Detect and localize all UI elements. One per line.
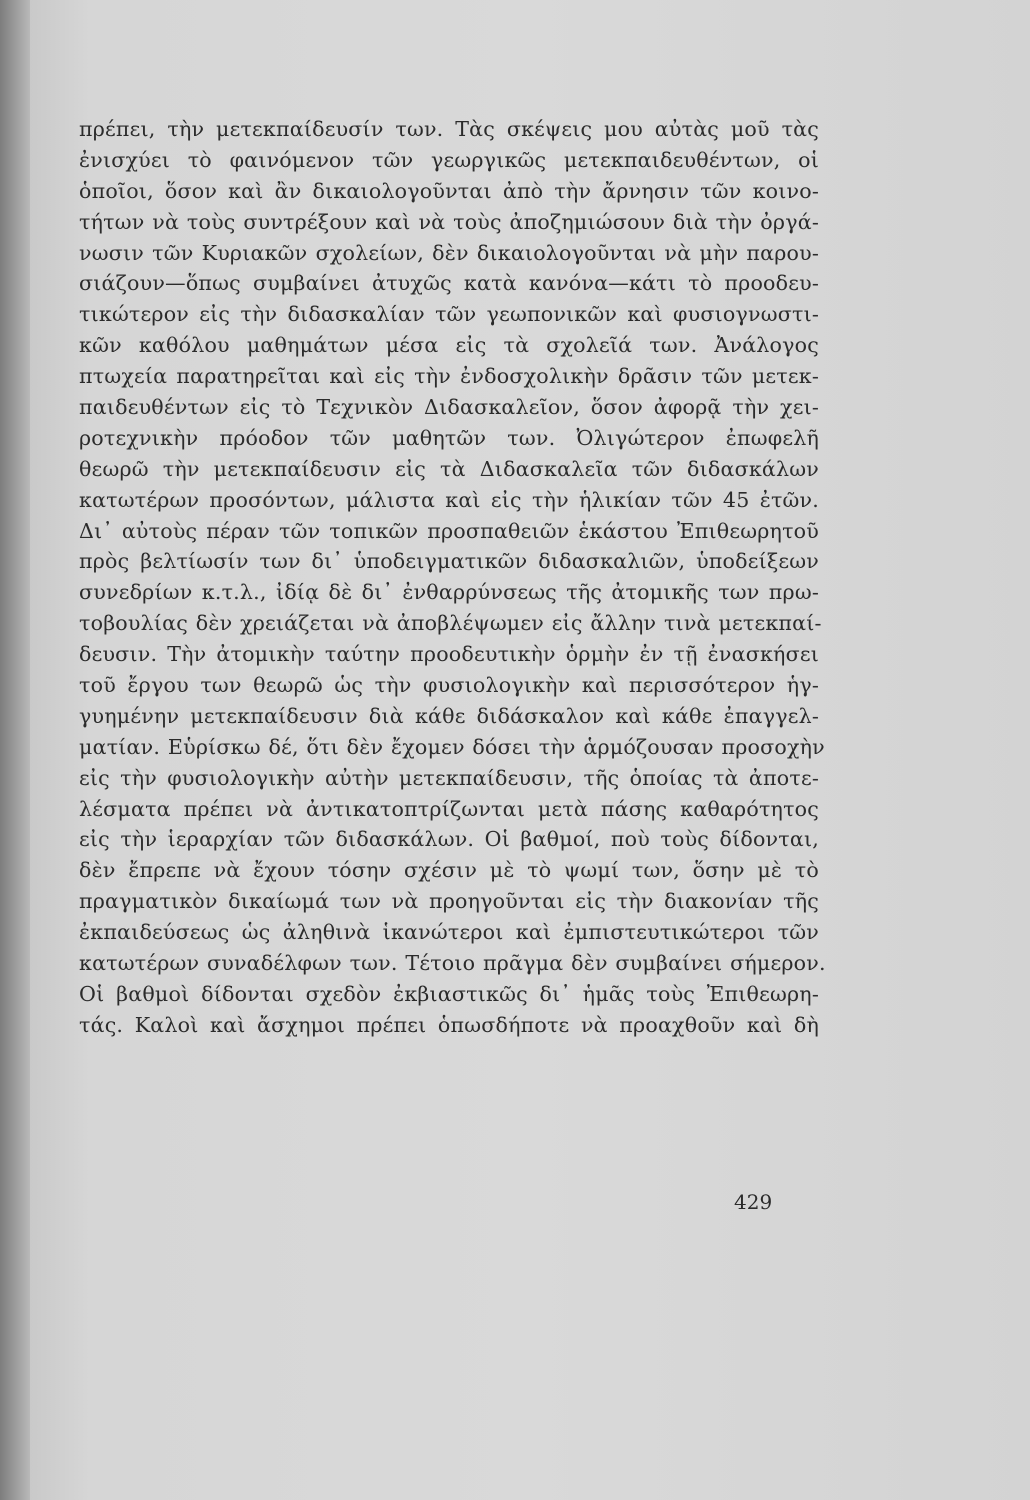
text-line: λέσματα πρέπει νὰ ἀντικατοπτρίζωνται μετὰ πάσης καθαρότητος	[79, 796, 819, 821]
text-line: ἐνισχύει τὸ φαινόμενον τῶν γεωργικῶς μετεκπαιδευθέντων, οἱ	[79, 147, 819, 172]
text-line: κῶν καθόλου μαθημάτων μέσα εἰς τὰ σχολεῖά των. Ἀνάλογος	[79, 333, 819, 358]
text-line: πτωχεία παρατηρεῖται καὶ εἰς τὴν ἐνδοσχολικὴν δρᾶσιν τῶν μετεκ-	[79, 364, 819, 389]
text-line: Οἱ βαθμοὶ δίδονται σχεδὸν ἐκβιαστικῶς δι᾿ ἡμᾶς τοὺς Ἐπιθεωρη-	[79, 981, 819, 1006]
text-line: πραγματικὸν δικαίωμά των νὰ προηγοῦνται εἰς τὴν διακονίαν τῆς	[79, 889, 819, 914]
text-line: κατωτέρων προσόντων, μάλιστα καὶ εἰς τὴν ἡλικίαν τῶν 45 ἐτῶν.	[79, 487, 819, 512]
text-line: ροτεχνικὴν πρόοδον τῶν μαθητῶν των. Ὀλιγώτερον ἐπωφελῆ	[79, 425, 819, 450]
text-line: σιάζουν—ὅπως συμβαίνει ἀτυχῶς κατὰ κανόνα—κάτι τὸ προοδευ-	[79, 271, 819, 296]
text-line: νωσιν τῶν Κυριακῶν σχολείων, δὲν δικαιολογοῦνται νὰ μὴν παρου-	[79, 240, 819, 265]
text-line: τοβουλίας δὲν χρειάζεται νὰ ἀποβλέψωμεν εἰς ἄλλην τινὰ μετεκπαί-	[79, 611, 822, 636]
text-line: δὲν ἔπρεπε νὰ ἔχουν τόσην σχέσιν μὲ τὸ ψωμί των, ὅσην μὲ τὸ	[79, 858, 819, 883]
text-line: τήτων νὰ τοὺς συντρέξουν καὶ νὰ τοὺς ἀποζημιώσουν διὰ τὴν ὀργά-	[79, 209, 819, 234]
text-line: εἰς τὴν φυσιολογικὴν αὐτὴν μετεκπαίδευσιν, τῆς ὁποίας τὰ ἀποτε-	[79, 765, 819, 790]
text-line: τικώτερον εἰς τὴν διδασκαλίαν τῶν γεωπονικῶν καὶ φυσιογνωστι-	[79, 302, 819, 327]
text-line: Δι᾿ αὐτοὺς πέραν τῶν τοπικῶν προσπαθειῶν ἑκάστου Ἐπιθεωρητοῦ	[79, 518, 819, 543]
text-line: θεωρῶ τὴν μετεκπαίδευσιν εἰς τὰ Διδασκαλεῖα τῶν διδασκάλων	[79, 456, 819, 481]
text-line: πρέπει, τὴν μετεκπαίδευσίν των. Τὰς σκέψεις μου αὐτὰς μοῦ τὰς	[79, 117, 819, 141]
page-edge-shadow	[0, 0, 32, 1500]
body-text	[79, 114, 826, 1041]
text-line: παιδευθέντων εἰς τὸ Τεχνικὸν Διδασκαλεῖον, ὅσον ἀφορᾷ τὴν χει-	[79, 395, 819, 420]
text-line: τοῦ ἔργου των θεωρῶ ὡς τὴν φυσιολογικὴν καὶ περισσότερον ἡγ-	[79, 673, 819, 698]
text-line: ὁποῖοι, ὅσον καὶ ἂν δικαιολογοῦνται ἀπὸ τὴν ἄρνησιν τῶν κοινο-	[79, 178, 819, 203]
page-number: 429	[734, 1190, 773, 1214]
text-line: συνεδρίων κ.τ.λ., ἰδίᾳ δὲ δι᾿ ἐνθαρρύνσεως τῆς ἀτομικῆς των πρω-	[79, 580, 819, 605]
text-line: ἐκπαιδεύσεως ὡς ἀληθινὰ ἱκανώτεροι καὶ ἐμπιστευτικώτεροι τῶν	[79, 920, 819, 945]
text-line: δευσιν. Τὴν ἀτομικὴν ταύτην προοδευτικὴν ὁρμὴν ἐν τῇ ἐνασκήσει	[79, 642, 819, 667]
text-line: γυημένην μετεκπαίδευσιν διὰ κάθε διδάσκαλον καὶ κάθε ἐπαγγελ-	[79, 703, 819, 728]
text-line: τάς. Καλοὶ καὶ ἄσχημοι πρέπει ὁπωσδήποτε νὰ προαχθοῦν καὶ δὴ	[79, 1012, 819, 1037]
text-line: εἰς τὴν ἱεραρχίαν τῶν διδασκάλων. Οἱ βαθμοί, ποὺ τοὺς δίδονται,	[79, 827, 819, 852]
text-line: κατωτέρων συναδέλφων των. Τέτοιο πρᾶγμα δὲν συμβαίνει σήμερον.	[79, 951, 826, 976]
text-line: πρὸς βελτίωσίν των δι᾿ ὑποδειγματικῶν διδασκαλιῶν, ὑποδείξεων	[79, 549, 819, 574]
text-line: ματίαν. Εὑρίσκω δέ, ὅτι δὲν ἔχομεν δόσει τὴν ἁρμόζουσαν προσοχὴν	[79, 734, 825, 759]
